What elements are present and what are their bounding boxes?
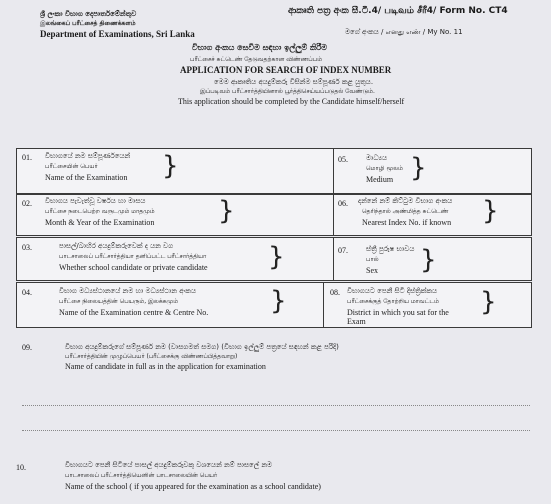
field-label-tamil: பரீட்சைக்குத் தோற்றிய மாவட்டம் (347, 298, 439, 305)
field-label-english: Whether school candidate or private candidate (59, 263, 208, 272)
field-label-english: Name of the Examination (45, 173, 128, 182)
field-label-english: Medium (366, 175, 394, 184)
field-label-sinhala: විභාග අයදුම්කරුගේ සම්පූර්ණ නම (වාසගමත් සමග) (විභාග ඉල්ලුම් පත්‍රයේ සඳහන් කළ පරිදි) (65, 343, 339, 351)
instruction-english: This application should be completed by the Candidate himself/herself (178, 97, 405, 106)
field-label-english: Name of the Examination centre & Centre No. (59, 308, 209, 317)
field-number: 02. (22, 199, 32, 208)
field-label-english: Name of candidate in full as in the application for examination (65, 362, 266, 371)
field-label-tamil: பரீட்சை நடைபெற்ற வருடமும் மாதமும் (45, 208, 155, 215)
field-label-sinhala: ස්ත්‍රී පුරුෂ භාවය (366, 245, 415, 253)
brace: } (162, 151, 179, 181)
field-label-sinhala: විභාග මධ්‍යස්ථානයේ නම හා මධ්‍යස්ථාන අංකය (59, 287, 197, 295)
department-name-sinhala: ශ්‍රී ලංකා විභාග දෙපාර්තමේන්තුව (40, 10, 137, 18)
brace: } (270, 286, 287, 316)
field-label-sinhala: විභාගය පැවැත්වූ වර්ෂය හා මාසය (45, 197, 146, 205)
title-sinhala: විභාග අංකය සෙවීම සඳහා ඉල්ලුම් කිරීම (192, 43, 328, 52)
field-label-english: Month & Year of the Examination (45, 218, 155, 227)
form-number: ආකෘති පත්‍ර අංක සී.ටී.4/ படிவம் சீரீ4/ Form No. CT4 (288, 6, 508, 16)
field-label-sinhala: මාධ්‍යය (366, 154, 388, 162)
title-tamil: பரீட்சைச் சுட்டெண் தேடுவதற்கான விண்ணப்பம் (190, 56, 323, 63)
field-label-english: Exam (347, 317, 366, 326)
field-label-sinhala: දන්නේ නම් කිට්ටුම විභාග අංකය (358, 197, 453, 205)
brace: } (218, 196, 235, 226)
field-label-sinhala: පාසල්/බාහිර අයදුම්කරුවෙක් ද යන වග (59, 242, 174, 250)
brace: } (268, 242, 285, 272)
field-label-tamil: பாடசாலைப் பரீட்சார்த்தியெனின் பாடசாலையின் பெயர் (65, 472, 218, 479)
field-label-english: District in which you sat for the (347, 308, 449, 317)
brace: } (410, 153, 427, 183)
field-label-tamil: பாடசாலைப் பரீட்சார்த்தியா தனிப்பட்ட பரீட்சார்த்தியா (59, 253, 207, 260)
answer-line[interactable] (22, 405, 530, 406)
instruction-tamil: இப்படிவம் பரீட்சார்த்தியினால் பூர்த்திசெய்யப்படுதல் வேண்டும். (200, 88, 375, 95)
brace: } (482, 196, 499, 226)
field-number: 01. (22, 153, 32, 162)
field-label-english: Sex (366, 266, 378, 275)
field-label-sinhala: විභාගයේ නම සම්පූර්ණයෙන් (45, 152, 131, 160)
field-number: 10. (16, 463, 26, 472)
title-english: APPLICATION FOR SEARCH OF INDEX NUMBER (180, 65, 392, 75)
field-label-tamil: பரீட்சார்த்தியின் முழுப்பெயர் (பரீட்சைக்கு விண்ணப்பித்தவாறு) (65, 353, 238, 360)
field-label-english: Nearest Index No. if known (362, 218, 452, 227)
field-label-tamil: மொழி மூலம் (366, 165, 403, 172)
field-number: 03. (22, 243, 32, 252)
brace: } (420, 245, 437, 275)
field-label-tamil: பால் (366, 256, 379, 263)
my-number: මගේ අංකය / எனது எண் / My No. 11 (345, 28, 463, 36)
answer-line[interactable] (22, 430, 530, 431)
field-label-tamil: பரீட்சை நிலையத்தின் பெயரும், இலக்கமும் (59, 298, 179, 305)
brace: } (480, 287, 497, 317)
field-number: 06. (338, 199, 348, 208)
department-name-english: Department of Examinations, Sri Lanka (40, 29, 195, 39)
field-label-english: Name of the school ( if you appeared for the examination as a school candidate) (65, 482, 321, 491)
instruction-sinhala: මෙම ආකෘතිය අයදුම්කරු විසින්ම සම්පූර්ණ කළ යුතුය. (214, 78, 374, 86)
field-label-tamil: பரீட்சையின் பெயர் (45, 163, 98, 170)
field-number: 08. (330, 288, 340, 297)
field-number: 04. (22, 288, 32, 297)
field-label-sinhala: විභාගයට පෙනී සිටියේ පාසල් අයදුම්කරුවකු වශයෙන් නම් පාසලේ නම (65, 461, 273, 469)
department-name-tamil: இலங்கைப் பரீட்சைத் திணைக்களம் (40, 20, 136, 27)
field-number: 09. (22, 343, 32, 352)
field-number: 07. (338, 246, 348, 255)
field-label-sinhala: විභාගයට පෙනී සිටි දිස්ත්‍රික්කය (347, 287, 438, 295)
field-label-tamil: தெரிந்தால் அண்மித்த சுட்டெண் (362, 208, 449, 215)
field-number: 05. (338, 155, 348, 164)
